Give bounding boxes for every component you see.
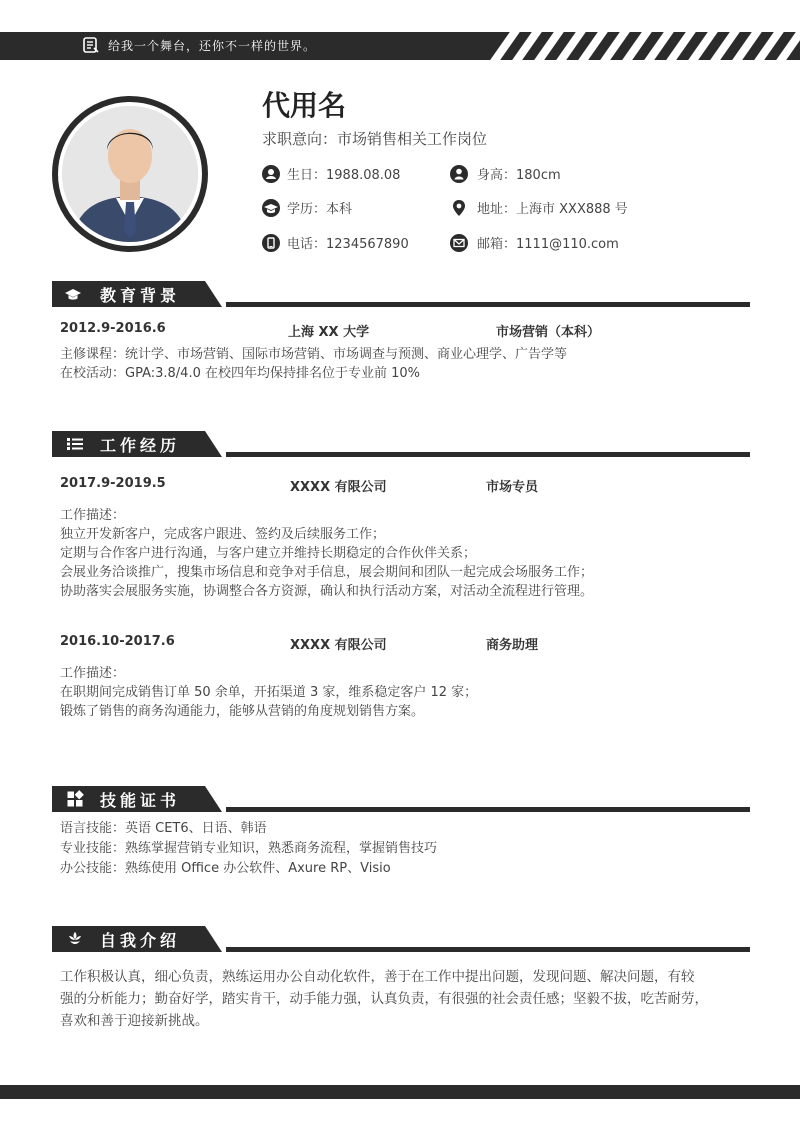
person-icon bbox=[450, 165, 468, 183]
education-period: 2012.9-2016.6 bbox=[60, 321, 166, 336]
about-line: 工作积极认真，细心负责，熟练运用办公自动化软件，善于在工作中提出问题，发现问题、解决问题，有较 bbox=[60, 969, 695, 985]
courses-text: 主修课程：统计学、市场营销、国际市场营销、市场调查与预测、商业心理学、广告学等 bbox=[60, 347, 568, 362]
section-divider bbox=[226, 807, 750, 812]
about-line: 喜欢和善于迎接新挑战。 bbox=[60, 1013, 209, 1029]
banner-slogan: 给我一个舞台，还你不一样的世界。 bbox=[108, 39, 317, 53]
job-desc-line: 协助落实会展服务实施，协调整合各方资源，确认和执行活动方案，对活动全流程进行管理。 bbox=[60, 584, 594, 599]
avatar bbox=[62, 106, 198, 242]
job-period: 2017.9-2019.5 bbox=[60, 476, 166, 491]
location-icon bbox=[450, 199, 468, 217]
section-title: 工作经历 bbox=[100, 436, 181, 455]
mail-icon bbox=[450, 234, 468, 252]
job-desc-line: 独立开发新客户，完成客户跟进、签约及后续服务工作； bbox=[60, 527, 386, 542]
job-desc-label: 工作描述： bbox=[60, 508, 126, 523]
portrait-illustration bbox=[62, 106, 198, 242]
section-title: 自我介绍 bbox=[100, 931, 181, 950]
job-desc-line: 定期与合作客户进行沟通，与客户建立并维持长期稳定的合作伙伴关系； bbox=[60, 546, 477, 561]
phone-icon bbox=[262, 234, 280, 252]
phone-text: 电话：1234567890 bbox=[287, 237, 409, 252]
graduation-cap-icon bbox=[64, 285, 82, 303]
major-name: 市场营销（本科） bbox=[496, 325, 601, 340]
education-text: 学历：本科 bbox=[287, 202, 353, 217]
user-icon bbox=[262, 165, 280, 183]
footer-bar bbox=[0, 1085, 800, 1099]
company-name: XXXX 有限公司 bbox=[290, 638, 387, 653]
company-name: XXXX 有限公司 bbox=[290, 480, 387, 495]
email-text: 邮箱：1111@110.com bbox=[477, 237, 619, 252]
flower-icon bbox=[66, 930, 84, 948]
height-text: 身高：180cm bbox=[477, 168, 561, 183]
job-role: 商务助理 bbox=[486, 638, 539, 653]
skill-line: 语言技能：英语 CET6、日语、韩语 bbox=[60, 821, 267, 836]
job-desc-line: 在职期间完成销售订单 50 余单，开拓渠道 3 家，维系稳定客户 12 家； bbox=[60, 685, 478, 700]
section-title: 技能证书 bbox=[100, 791, 181, 810]
section-divider bbox=[226, 452, 750, 457]
activities-text: 在校活动：GPA:3.8/4.0 在校四年均保持排名位于专业前 10% bbox=[60, 366, 421, 381]
section-divider bbox=[226, 947, 750, 952]
section-title: 教育背景 bbox=[100, 286, 181, 305]
job-role: 市场专员 bbox=[486, 480, 539, 495]
skill-line: 专业技能：熟练掌握营销专业知识，熟悉商务流程，掌握销售技巧 bbox=[60, 841, 438, 856]
grid-icon bbox=[66, 790, 84, 808]
graduation-icon bbox=[262, 199, 280, 217]
about-line: 强的分析能力；勤奋好学，踏实肯干，动手能力强，认真负责，有很强的社会责任感；坚毅不拔，吃苦耐劳， bbox=[60, 991, 708, 1007]
list-icon bbox=[66, 435, 84, 453]
job-desc-label: 工作描述： bbox=[60, 666, 126, 681]
school-name: 上海 XX 大学 bbox=[288, 325, 370, 340]
address-text: 地址：上海市 XXX888 号 bbox=[477, 202, 628, 217]
job-desc-line: 会展业务洽谈推广，搜集市场信息和竞争对手信息，展会期间和团队一起完成会场服务工作； bbox=[60, 565, 594, 580]
section-divider bbox=[226, 302, 750, 307]
document-icon bbox=[82, 36, 100, 54]
birthday-text: 生日：1988.08.08 bbox=[287, 168, 401, 183]
skill-line: 办公技能：熟练使用 Office 办公软件、Axure RP、Visio bbox=[60, 861, 391, 876]
candidate-name: 代用名 bbox=[262, 89, 347, 122]
job-objective: 求职意向：市场销售相关工作岗位 bbox=[262, 130, 488, 148]
job-period: 2016.10-2017.6 bbox=[60, 634, 175, 649]
job-desc-line: 锻炼了销售的商务沟通能力，能够从营销的角度规划销售方案。 bbox=[60, 704, 425, 719]
